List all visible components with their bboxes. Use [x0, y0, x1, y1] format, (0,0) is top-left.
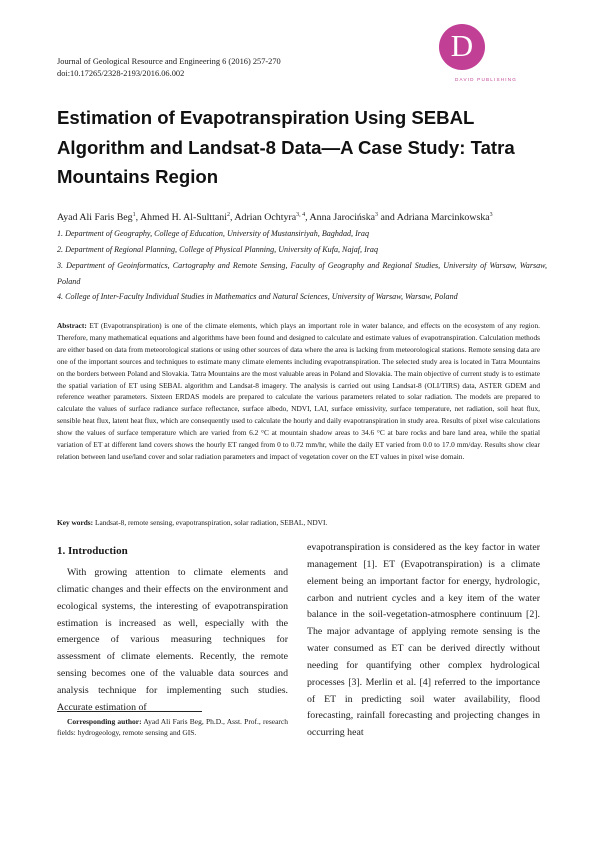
- paper-title: Estimation of Evapotranspiration Using SEBAL Algorithm and Landsat-8 Data—A Case Study: Tatra Mountains Region: [57, 107, 515, 187]
- abstract-label: Abstract:: [57, 321, 87, 330]
- affiliation: 2. Department of Regional Planning, College of Physical Planning, University of Kufa, Najaf, Iraq: [57, 245, 379, 254]
- author: Ahmed H. Al-Sulttani$^2$,: [140, 212, 235, 223]
- abstract: [57, 320, 540, 463]
- keywords-label: Key words:: [57, 518, 94, 527]
- author: Adriana Marcinkowska$^3$: [396, 212, 493, 223]
- affiliation: 4. College of Inter-Faculty Individual Studies in Mathematics and Natural Sciences, University of Warsaw, Warsaw, Poland: [57, 292, 458, 301]
- affiliation: 3. Department of Geoinformatics, Cartography and Remote Sensing, Faculty of Geography and Regional Studies, University of Warsaw, Warsaw, Poland: [57, 261, 547, 286]
- footnote-rule: [57, 711, 202, 712]
- keywords: [57, 517, 540, 529]
- author: Ayad Ali Faris Beg$^1$,: [57, 212, 141, 223]
- keywords-text: Landsat-8, remote sensing, evapotranspiration, solar radiation, SEBAL, NDVI.: [94, 518, 328, 527]
- journal-doi: doi:10.17265/2328-2193/2016.06.002: [57, 69, 185, 78]
- section-heading: 1. Introduction: [57, 545, 128, 557]
- logo-letter: D: [450, 28, 474, 63]
- journal-citation: Journal of Geological Resource and Engineering 6 (2016) 257-270: [57, 57, 281, 66]
- author-list: [57, 211, 547, 224]
- footnote-label: Corresponding author:: [67, 717, 142, 726]
- author: Anna Jarocińska$^3$ and: [309, 212, 397, 223]
- affiliation: 1. Department of Geography, College of Education, University of Mustansiriyah, Baghdad, Iraq: [57, 229, 370, 238]
- footnote-text: Ayad Ali Faris Beg, Ph.D., Asst. Prof., research fields: hydrogeology, remote sensing and GIS.: [57, 717, 289, 737]
- journal-header: [57, 56, 281, 80]
- logo-text: DAVID PUBLISHING: [455, 77, 517, 82]
- body-column-left: With growing attention to climate elements and climatic changes and their effects on the environment and ecological systems, the interesting of evapotranspiration estimation is increased as well, especially with the emergence of various measuring techniques for assessment of climate elements. Recently, the remote sensing becomes one of the valuable data sources and analysis technique for implementing such studies. Accurate estimation of: [57, 567, 288, 713]
- author: Adrian Ochtyra$^{3, 4}$,: [234, 212, 310, 223]
- abstract-text: ET (Evapotranspiration) is one of the climate elements, which plays an important role in water balance, and effects on the ecosystem of any region. Therefore, many mathematical equations and algorithms have been found and designed to calculate and estimate values of evapotranspiration. Calculation methods are either based on data from meteorological stations or using other sources of data where the area is lacking from meteorological stations. Remote sensing data are one of the important sources and techniques to estimate many climate elements including evapotranspiration. The selected study area is located in Tatra Mountains on the borders between Poland and Slovakia. Tatra Mountains are the most valuable areas in Poland and Slovakia. The main objective of current study is to estimate the spatial variation of ET using SEBAL algorithm and Landsat-8 imagery. The analysis is carried out using Landsat-8 (OLI/TIRS) data, ASTER GDEM and reference weather parameters. Sixteen ERDAS models are prepared to calculate the various parameters related to solar radiation. The models are prepared to calculate the values of surface radiance surface reflectance, surface albedo, NDVI, LAI, surface emissivity, surface temperature, net radiation, soil heat flux, sensible heat flux, latent heat flux, which are consequently used to calculate the hourly and daily evapotranspiration in study area. Results of pixel wise calculations show the values of surface temperature which are varied from 6.2 °C at mountain shadow areas to 34.6 °C at bare rocks and bare land area, while the spatial variation of ET at different land covers shows the hourly ET ranged from 0 to 0.72 mm/hr, while the daily ET varied from 0.0 to 17.0 mm/day. Results show clear relation between land use/land cover and solar radiation parameters and impact of vegetation cover on the ET values in pixel wise domain.: [57, 321, 540, 461]
- footnote: [57, 716, 288, 738]
- body-column-right: evapotranspiration is considered as the key factor in water management [1]. ET (Evapotranspiration) is a climate element being an important factor for energy, hydrologic, carbon and nutrient cycles and a key item of the water balance in the soil-vegetation-atmosphere continuum [2]. The major advantage of applying remote sensing is the water consumed as ET can be derived directly without needing for quantifying other complex hydrological processes [3]. Merlin et al. [4] referred to the importance of ET in predicting soil water availability, flood forecasting, rainfall forecasting and projecting changes in occurring heat: [307, 542, 540, 739]
- publisher-logo: [433, 24, 517, 90]
